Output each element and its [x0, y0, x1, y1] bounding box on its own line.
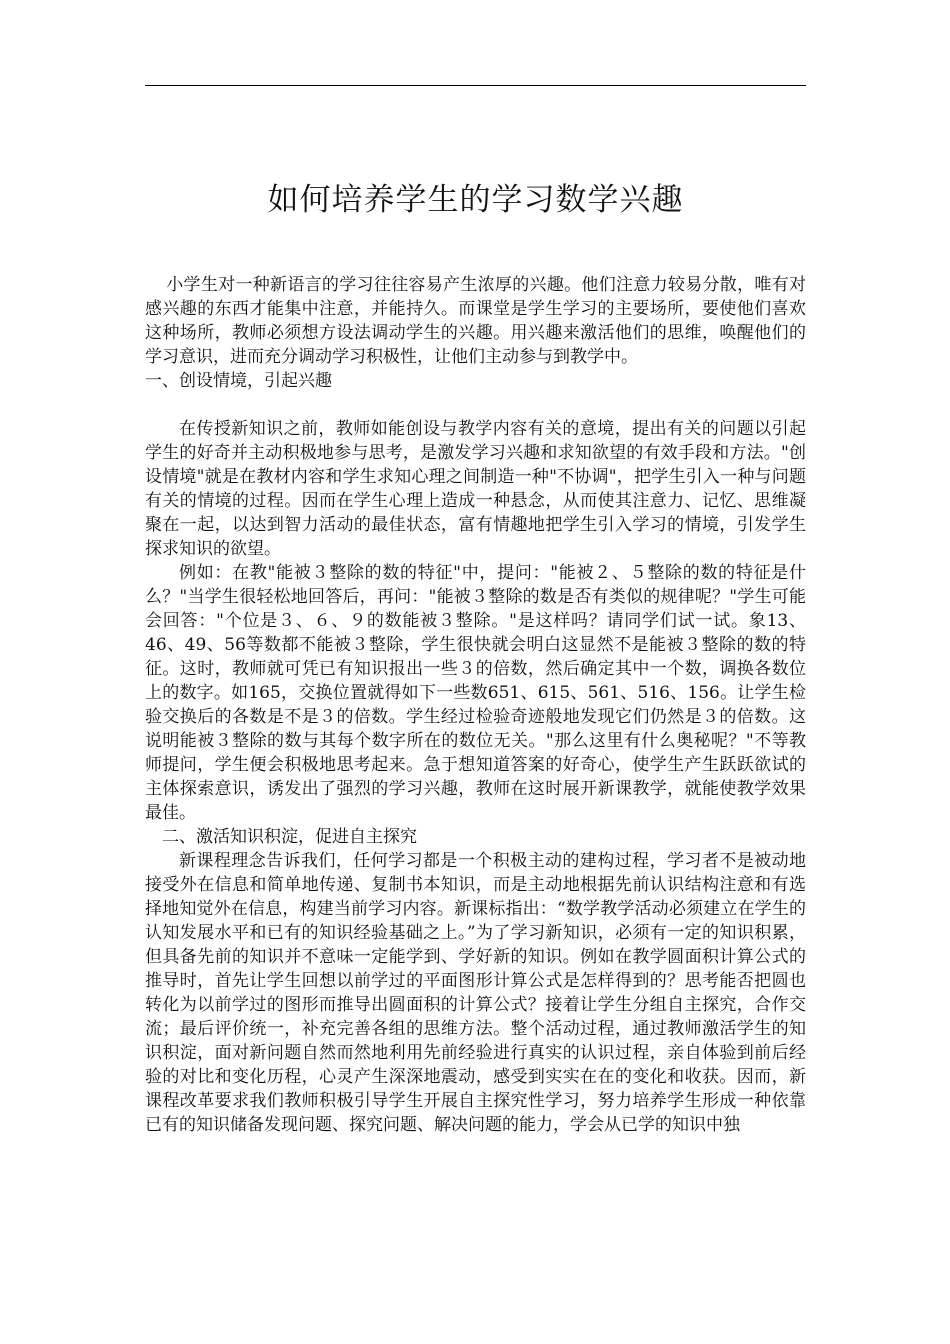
- paragraph-gap: [145, 393, 806, 417]
- intro-paragraph: 小学生对一种新语言的学习往往容易产生浓厚的兴趣。他们注意力较易分散，唯有对感兴趣的东西才能集中注意，并能持久。而课堂是学生学习的主要场所，要使他们喜欢这种场所，教师必须想方设法调动学生的兴趣。用兴趣来激活他们的思维，唤醒他们的学习意识，进而充分调动学习积极性，让他们主动参与到教学中。: [145, 275, 806, 367]
- section-2-paragraph-1: 新课程理念告诉我们，任何学习都是一个积极主动的建构过程，学习者不是被动地接受外在信息和简单地传递、复制书本知识，而是主动地根据先前认识结构注意和有选择地知觉外在信息，构建当前学习内容。新课标指出：“数学教学活动必须建立在学生的认知发展水平和已有的知识经验基础之上。”为了学习新知识，必须有一定的知识积累，但具备先前的知识并不意味一定能学到、学好新的知识。例如在教学圆面积计算公式的推导时，首先让学生回想以前学过的平面图形计算公式是怎样得到的？思考能否把圆也转化为以前学过的图形而推导出圆面积的计算公式？接着让学生分组自主探究，合作交流；最后评价统一，补充完善各组的思维方法。整个活动过程，通过教师激活学生的知识积淀，面对新问题自然而然地利用先前经验进行真实的认识过程，亲自体验到前后经验的对比和变化历程，心灵产生深深地震动，感受到实实在在的变化和收获。因而，新课程改革要求我们教师积极引导学生开展自主探究性学习，努力培养学生形成一种依靠已有的知识储备发现问题、探究问题、解决问题的能力，学会从已学的知识中独: [145, 851, 806, 1135]
- section-1-paragraph-1: 在传授新知识之前，教师如能创设与教学内容有关的意境，提出有关的问题以引起学生的好奇并主动积极地参与思考，是激发学习兴趣和求知欲望的有效手段和方法。"创设情境"就是在教材内容和学生求知心理之间制造一种"不协调"，把学生引入一种与问题有关的情境的过程。因而在学生心理上造成一种悬念，从而使其注意力、记忆、思维凝聚在一起，以达到智力活动的最佳状态，富有情趣地把学生引入学习的情境，引发学生探求知识的欲望。: [145, 419, 806, 559]
- document-body: [145, 273, 806, 1137]
- section-1-heading: 一、创设情境，引起兴趣: [145, 371, 332, 391]
- header-rule: [145, 85, 806, 86]
- section-1-paragraph-2: 例如：在教"能被３整除的数的特征"中，提问："能被２、５整除的数的特征是什么？"当学生很轻松地回答后，再问："能被３整除的数是否有类似的规律呢？"学生可能会回答："个位是３、６、９的数能被３整除。"是这样吗？请同学们试一试。象13、46、49、56等数都不能被３整除，学生很快就会明白这显然不是能被３整除的数的特征。这时，教师就可凭已有知识报出一些３的倍数，然后确定其中一个数，调换各数位上的数字。如165，交换位置就得如下一些数651、615、561、516、156。让学生检验交换后的各数是不是３的倍数。学生经过检验奇迹般地发现它们仍然是３的倍数。这说明能被３整除的数与其每个数字所在的数位无关。"那么这里有什么奥秘呢？"不等教师提问，学生便会积极地思考起来。急于想知道答案的好奇心，使学生产生跃跃欲试的主体探索意识，诱发出了强烈的学习兴趣，教师在这时展开新课教学，就能使教学效果最佳。: [145, 563, 806, 823]
- section-2-heading: 二、激活知识积淀，促进自主探究: [162, 827, 417, 847]
- page-title: 如何培养学生的学习数学兴趣: [267, 182, 684, 218]
